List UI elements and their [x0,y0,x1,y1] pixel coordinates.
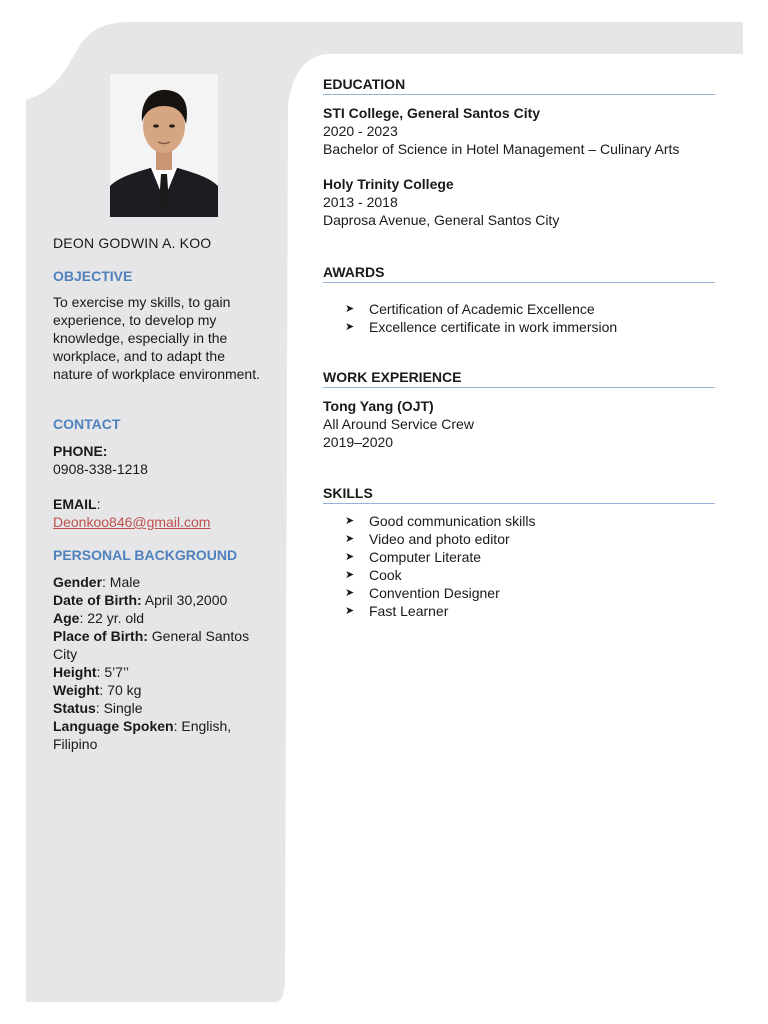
place-of-birth-row-cont: City [53,646,78,662]
list-item: ➤ Good communication skills [345,513,536,529]
school-name: STI College, General Santos City [323,105,541,121]
school-detail: Bachelor of Science in Hotel Management – Culinary Arts [323,141,680,157]
height-row: Height: 5’7’’ [53,664,129,680]
school-name: Holy Trinity College [323,176,454,192]
dob-row: Date of Birth: April 30,2000 [53,592,228,608]
email-link[interactable]: Deonkoo846@gmail.com [53,514,211,530]
language-row: Language Spoken: English, [53,718,232,734]
list-item: ➤ Computer Literate [345,549,482,565]
arrow-bullet-icon: ➤ [345,303,355,315]
arrow-bullet-icon: ➤ [345,569,355,581]
email-value [53,513,210,531]
arrow-bullet-icon: ➤ [345,515,355,527]
objective-line: workplace, and to adapt the [53,348,226,364]
list-item: ➤ Convention Designer [345,585,500,601]
status-row: Status: Single [53,700,143,716]
objective-line: nature of workplace environment. [53,366,260,382]
company-name: Tong Yang (OJT) [323,398,434,414]
phone-label: PHONE: [53,443,108,459]
profile-photo [110,74,218,217]
skills-heading: SKILLS [323,485,715,504]
phone-value: 0908-338-1218 [53,461,148,477]
list-item: ➤ Video and photo editor [345,531,510,547]
personal-background-heading: PERSONAL BACKGROUND [53,547,238,563]
objective-line: To exercise my skills, to gain [53,294,231,310]
email-colon: : [96,496,101,512]
objective-line: experience, to develop my [53,312,217,328]
work-experience-heading: WORK EXPERIENCE [323,369,715,388]
language-row-cont: Filipino [53,736,98,752]
weight-row: Weight: 70 kg [53,682,142,698]
education-entry [323,104,723,158]
education-entry [323,175,723,229]
contact-heading: CONTACT [53,416,121,432]
objective-heading: OBJECTIVE [53,268,133,284]
list-item: ➤ Fast Learner [345,603,449,619]
email-row [53,495,100,513]
arrow-bullet-icon: ➤ [345,587,355,599]
awards-list [345,300,617,336]
arrow-bullet-icon: ➤ [345,551,355,563]
arrow-bullet-icon: ➤ [345,321,355,333]
place-of-birth-row: Place of Birth: General Santos [53,628,250,644]
arrow-bullet-icon: ➤ [345,533,355,545]
age-row: Age: 22 yr. old [53,610,145,626]
candidate-name: DEON GODWIN A. KOO [53,235,212,251]
school-years: 2020 - 2023 [323,123,398,139]
arrow-bullet-icon: ➤ [345,605,355,617]
work-entry [323,397,723,451]
personal-background-list [53,573,278,753]
objective-line: knowledge, especially in the [53,330,228,346]
list-item: ➤ Certification of Academic Excellence [345,301,595,317]
awards-heading: AWARDS [323,264,715,283]
education-heading: EDUCATION [323,76,715,95]
list-item: ➤ Excellence certificate in work immersion [345,319,618,335]
gender-row: Gender: Male [53,574,141,590]
email-label: EMAIL [53,496,97,512]
objective-text [53,293,281,383]
skills-list [345,512,536,620]
school-years: 2013 - 2018 [323,194,398,210]
job-role: All Around Service Crew [323,416,474,432]
list-item: ➤ Cook [345,567,402,583]
school-detail: Daprosa Avenue, General Santos City [323,212,560,228]
job-years: 2019–2020 [323,434,394,450]
